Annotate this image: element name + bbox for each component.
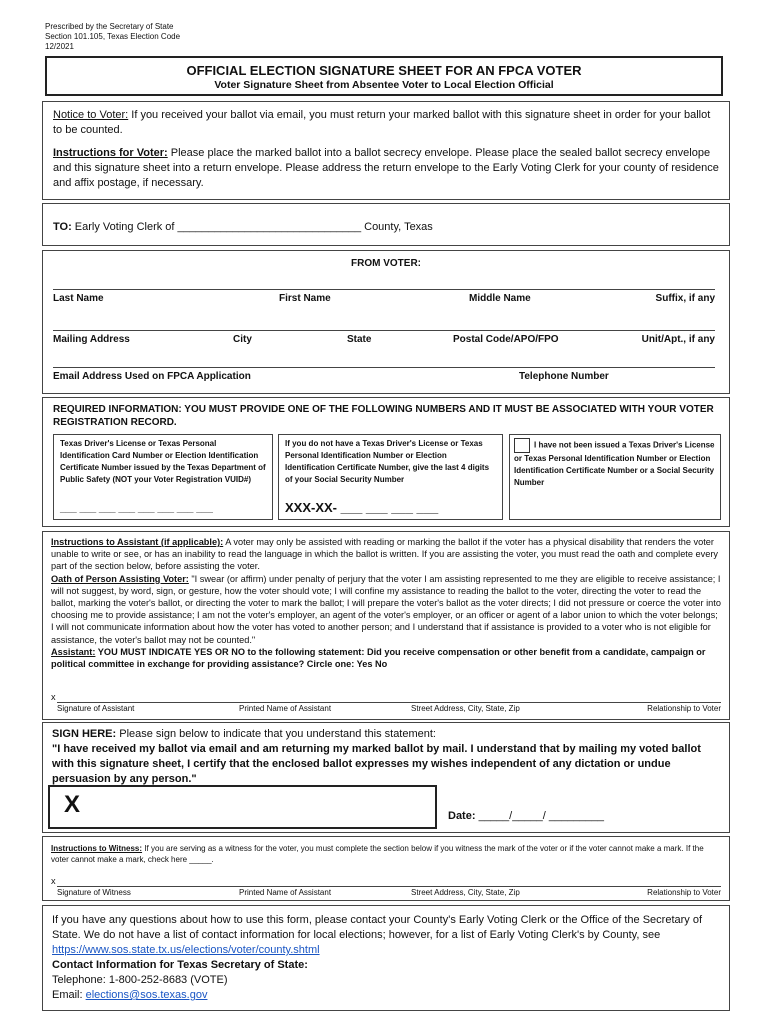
sign-here-text: Please sign below to indicate that you understand this statement: xyxy=(116,728,436,740)
ssn-description: If you do not have a Texas Driver's License or Texas Personal Identification Number or Election Identification Certificate Number, give the last 4 digits of your Social Security Number xyxy=(285,439,490,484)
contact-paragraph xyxy=(52,913,720,958)
assistant-instructions xyxy=(51,536,721,573)
page-subtitle: Voter Signature Sheet from Absentee Voter to Local Election Official xyxy=(214,79,554,91)
no-id-statement xyxy=(514,438,716,489)
contact-box xyxy=(42,905,730,1011)
header-line-1: Prescribed by the Secretary of State xyxy=(45,22,174,31)
oath-label: Oath of Person Assisting Voter: xyxy=(51,573,189,584)
telephone-line xyxy=(52,973,720,988)
witness-label: Instructions to Witness: xyxy=(51,844,143,853)
assistant-address-label: Street Address, City, State, Zip xyxy=(411,704,520,713)
suffix-label: Suffix, if any xyxy=(655,293,715,304)
notice-text: If you received your ballot via email, you must return your marked ballot with this signature sheet in order for your ballot to be counted. xyxy=(53,109,711,136)
assistant-label: Assistant: xyxy=(51,646,96,657)
city-label: City xyxy=(233,334,252,345)
assistant-instructions-text: A voter may only be assisted with reading or marking the ballot if the voter has a physical disability that renders the voter unable to write or see, or has an inability to read the language in which the ballot is written. If you are assisting the voter, you must read the oath and complete every part of the section below, before assisting the voter. xyxy=(51,537,718,572)
page-title: OFFICIAL ELECTION SIGNATURE SHEET FOR AN FPCA VOTER xyxy=(186,63,582,78)
email-link[interactable]: elections@sos.texas.gov xyxy=(85,989,208,1001)
email-label: Email Address Used on FPCA Application xyxy=(53,371,251,382)
instructions-text: Please place the marked ballot into a ballot secrecy envelope. Please place the sealed ballot secrecy envelope and this signature sheet into a return envelope. Please address the return envelope to the Early Voting Clerk for your county of residence and affix postage, if necessary. xyxy=(53,147,719,189)
witness-relationship-label: Relationship to Voter xyxy=(647,888,721,897)
witness-x-mark: x xyxy=(51,876,56,886)
assistant-relationship-label: Relationship to Voter xyxy=(647,704,721,713)
assistant-x-mark: x xyxy=(51,692,56,702)
witness-text: If you are serving as a witness for the voter, you must complete the section below if you witness the mark of the voter or if the voter cannot make a mark. If the voter cannot make a mark, check here _____. xyxy=(51,844,704,864)
dl-number-description: Texas Driver's License or Texas Personal Identification Card Number or Election Identification Certificate Number issued by the Texas Department of Public Safety (NOT your Voter Registration VUID#) xyxy=(60,439,266,484)
signature-x-mark: X xyxy=(64,791,81,818)
voter-signature-box[interactable] xyxy=(48,785,437,829)
date-label: Date: xyxy=(448,810,476,822)
name-line[interactable] xyxy=(53,289,715,290)
assistant-printed-name-label: Printed Name of Assistant xyxy=(239,704,332,713)
from-voter-box xyxy=(42,250,730,394)
address-line[interactable] xyxy=(53,330,715,331)
assistant-signature-line[interactable] xyxy=(57,702,721,703)
telephone-label-text: Telephone: xyxy=(52,974,109,986)
to-text-before: Early Voting Clerk of xyxy=(71,221,178,233)
email-line[interactable] xyxy=(53,367,715,368)
assistant-oath xyxy=(51,573,721,646)
instructions-for-voter xyxy=(53,146,719,191)
title-box xyxy=(45,56,723,96)
date-field[interactable] xyxy=(448,809,604,824)
dl-number-box xyxy=(53,434,273,520)
witness-signature-label: Signature of Witness xyxy=(57,888,131,897)
header-line-3: 12/2021 xyxy=(45,42,74,51)
required-heading: REQUIRED INFORMATION: YOU MUST PROVIDE ONE OF THE FOLLOWING NUMBERS AND IT MUST BE ASSOCIATED WITH YOUR VOTER REGISTRATION RECORD. xyxy=(53,404,714,428)
ssn-field[interactable]: XXX-XX- ___ ___ ___ ___ xyxy=(285,500,439,515)
state-label: State xyxy=(347,334,372,345)
assistant-statement: YOU MUST INDICATE YES OR NO to the following statement: Did you receive compensation or other benefit from a candidate, campaign or political committee in exchange for providing assistance? Circle one: Yes No xyxy=(51,646,706,670)
witness-address-label: Street Address, City, State, Zip xyxy=(411,888,520,897)
first-name-label: First Name xyxy=(279,293,331,304)
county-field[interactable]: ______________________________ xyxy=(177,221,362,233)
assistant-box xyxy=(42,531,730,720)
unit-label: Unit/Apt., if any xyxy=(641,334,715,345)
witness-printed-name-label: Printed Name of Assistant xyxy=(239,888,332,897)
sign-here-line xyxy=(52,727,720,742)
notice-to-voter xyxy=(53,108,719,138)
middle-name-label: Middle Name xyxy=(469,293,531,304)
required-info-box xyxy=(42,397,730,527)
assistant-signature-label: Signature of Assistant xyxy=(57,704,135,713)
contact-text: If you have any questions about how to use this form, please contact your County's Early Voting Clerk or the Office of the Secretary of State. We do not have a list of contact information for local elections; however, for a list of Early Voting Clerk's by County, see xyxy=(52,914,703,941)
sign-here-box xyxy=(42,722,730,833)
mailing-address-label: Mailing Address xyxy=(53,334,130,345)
to-label: TO: xyxy=(53,221,72,233)
from-voter-heading: FROM VOTER: xyxy=(351,258,421,269)
postal-code-label: Postal Code/APO/FPO xyxy=(453,334,559,345)
ssn-box xyxy=(278,434,503,520)
telephone-label: Telephone Number xyxy=(519,371,609,382)
no-id-checkbox[interactable] xyxy=(514,438,530,453)
no-id-box xyxy=(509,434,721,520)
witness-instructions xyxy=(51,843,721,865)
assistant-compensation xyxy=(51,646,721,670)
date-blank: _____/_____/ _________ xyxy=(475,810,604,822)
to-box xyxy=(42,203,730,246)
dl-number-field[interactable]: ___ ___ ___ ___ ___ ___ ___ ___ xyxy=(60,503,213,514)
header-line-2: Section 101.105, Texas Election Code xyxy=(45,32,181,41)
last-name-label: Last Name xyxy=(53,293,104,304)
sign-here-label: SIGN HERE: xyxy=(52,728,117,740)
notice-label: Notice to Voter: xyxy=(53,109,129,121)
witness-box xyxy=(42,836,730,901)
witness-signature-line[interactable] xyxy=(57,886,721,887)
oath-text: "I swear (or affirm) under penalty of perjury that the voter I am assisting represented to me they are eligible to receive assistance; I will not suggest, by word, sign, or gesture, how the voter should vote; I will confine my assistance to reading the ballot to the voter, directing the voter to read the ballot, marking the voter's ballot, or directing the voter to mark the ballot; I will prepare the voter's ballot as the voter directs; I did not pressure or coerce the voter into choosing me to provide assistance; I am not the voter's employer, an agent of the voter's employer, or an officer or agent of a labor union to which the voter belongs; I will not communicate information about how the voter has voted to another person; and I understand that if assistance is provided to a voter who is not eligible for assistance, the voter's ballot may not be counted." xyxy=(51,573,721,645)
to-line xyxy=(53,220,719,235)
notice-box xyxy=(42,101,730,200)
assistant-instructions-label: Instructions to Assistant (if applicable): xyxy=(51,537,224,547)
email-line-contact xyxy=(52,988,720,1003)
telephone-number: 1-800-252-8683 (VOTE) xyxy=(108,974,228,986)
voter-certification-statement: "I have received my ballot via email and am returning my marked ballot by mail. I understand that by mailing my voted ballot with this signature sheet, I certify that the enclosed ballot expresses my wishes independent of any dictation or undue persuasion by any person." xyxy=(52,743,701,785)
email-label-text: Email: xyxy=(52,989,86,1001)
contact-heading: Contact Information for Texas Secretary of State: xyxy=(52,959,308,971)
no-id-text: I have not been issued a Texas Driver's License or Texas Personal Identification Number or Election Identification Certificate Number or a Social Security Number xyxy=(514,440,715,487)
instructions-label: Instructions for Voter: xyxy=(53,147,168,159)
form-header xyxy=(45,22,180,52)
to-text-after: County, Texas xyxy=(361,221,433,233)
county-clerk-link[interactable]: https://www.sos.state.tx.us/elections/voter/county.shtml xyxy=(52,944,320,956)
